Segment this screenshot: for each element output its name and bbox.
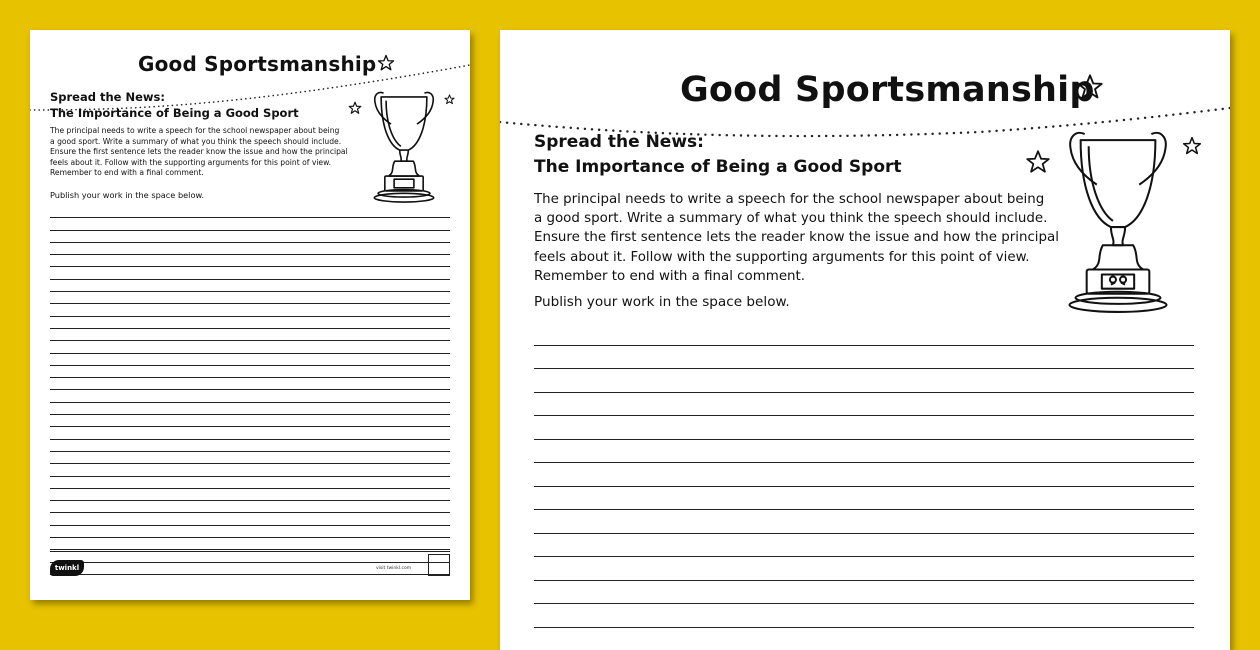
worksheet-page-thumbnail bbox=[30, 30, 470, 600]
paragraph-line: Remember to end with a final comment. bbox=[534, 268, 806, 284]
writing-line[interactable] bbox=[50, 427, 450, 439]
page-title: Good Sportsmanship bbox=[680, 70, 1095, 110]
footer-divider bbox=[50, 551, 450, 552]
writing-lines[interactable] bbox=[534, 322, 1194, 628]
star-icon bbox=[377, 54, 395, 72]
writing-line[interactable] bbox=[534, 416, 1194, 440]
writing-line[interactable] bbox=[50, 452, 450, 464]
writing-line[interactable] bbox=[534, 581, 1194, 605]
quality-stamp-icon bbox=[428, 554, 450, 576]
trophy-icon bbox=[1062, 126, 1174, 318]
section-subheading: The Importance of Being a Good Sport bbox=[50, 106, 299, 120]
writing-line[interactable] bbox=[50, 366, 450, 378]
writing-line[interactable] bbox=[50, 378, 450, 390]
writing-line[interactable] bbox=[50, 513, 450, 525]
paragraph-line: The principal needs to write a speech for the school newspaper about being bbox=[534, 192, 1045, 207]
twinkl-logo: twinkl bbox=[50, 560, 84, 576]
writing-line[interactable] bbox=[534, 346, 1194, 370]
star-icon bbox=[1182, 136, 1202, 156]
paragraph-line: The principal needs to write a speech for the school newspaper about being bbox=[50, 126, 340, 135]
writing-line[interactable] bbox=[50, 243, 450, 255]
paragraph-line: feels about it. Follow with the supporting arguments for this point of view. bbox=[534, 249, 1030, 265]
writing-line[interactable] bbox=[50, 403, 450, 415]
star-icon bbox=[1076, 73, 1104, 101]
writing-line[interactable] bbox=[534, 487, 1194, 511]
writing-line[interactable] bbox=[50, 390, 450, 402]
writing-line[interactable] bbox=[50, 231, 450, 243]
publish-instruction: Publish your work in the space below. bbox=[534, 294, 790, 310]
writing-lines[interactable] bbox=[50, 206, 450, 575]
section-subheading: The Importance of Being a Good Sport bbox=[534, 157, 902, 177]
writing-line[interactable] bbox=[50, 464, 450, 476]
writing-line[interactable] bbox=[534, 604, 1194, 628]
paragraph-line: Ensure the first sentence lets the reader know the issue and how the principal bbox=[534, 230, 1059, 246]
writing-line[interactable] bbox=[50, 489, 450, 501]
writing-line[interactable] bbox=[534, 534, 1194, 558]
writing-line[interactable] bbox=[50, 501, 450, 513]
paragraph-line: feels about it. Follow with the supporting arguments for this point of view. bbox=[50, 157, 332, 167]
writing-line[interactable] bbox=[50, 354, 450, 366]
writing-line[interactable] bbox=[534, 510, 1194, 534]
writing-line[interactable] bbox=[534, 393, 1194, 417]
instructions-paragraph bbox=[50, 126, 348, 179]
writing-line[interactable] bbox=[50, 292, 450, 304]
footer-url: visit twinkl.com bbox=[376, 566, 412, 571]
writing-line[interactable] bbox=[534, 369, 1194, 393]
writing-line[interactable] bbox=[50, 538, 450, 550]
paragraph-line: a good sport. Write a summary of what you think the speech should include. bbox=[534, 211, 1048, 227]
writing-line[interactable] bbox=[50, 304, 450, 316]
writing-line[interactable] bbox=[50, 255, 450, 267]
writing-line[interactable] bbox=[534, 463, 1194, 487]
writing-line[interactable] bbox=[50, 206, 450, 218]
star-icon bbox=[444, 94, 455, 105]
worksheet-page-zoomed bbox=[500, 30, 1230, 650]
writing-line[interactable] bbox=[50, 440, 450, 452]
star-icon bbox=[1025, 149, 1051, 175]
writing-line[interactable] bbox=[50, 477, 450, 489]
writing-line[interactable] bbox=[50, 218, 450, 230]
paragraph-line: Remember to end with a final comment. bbox=[50, 168, 204, 178]
paragraph-line: Ensure the first sentence lets the reader know the issue and how the principal bbox=[50, 147, 348, 157]
paragraph-line: a good sport. Write a summary of what you think the speech should include. bbox=[50, 136, 342, 146]
writing-line[interactable] bbox=[534, 322, 1194, 346]
instructions-paragraph bbox=[534, 190, 1059, 286]
writing-line[interactable] bbox=[50, 526, 450, 538]
writing-line[interactable] bbox=[50, 341, 450, 353]
star-icon bbox=[348, 101, 362, 115]
trophy-icon bbox=[370, 88, 438, 206]
section-heading: Spread the News: bbox=[50, 90, 165, 104]
page-title: Good Sportsmanship bbox=[138, 52, 377, 76]
writing-line[interactable] bbox=[50, 317, 450, 329]
writing-line[interactable] bbox=[50, 267, 450, 279]
writing-line[interactable] bbox=[534, 440, 1194, 464]
publish-instruction: Publish your work in the space below. bbox=[50, 190, 205, 200]
section-heading: Spread the News: bbox=[534, 132, 704, 152]
writing-line[interactable] bbox=[50, 550, 450, 562]
writing-line[interactable] bbox=[534, 557, 1194, 581]
writing-line[interactable] bbox=[50, 280, 450, 292]
writing-line[interactable] bbox=[50, 415, 450, 427]
writing-line[interactable] bbox=[50, 329, 450, 341]
